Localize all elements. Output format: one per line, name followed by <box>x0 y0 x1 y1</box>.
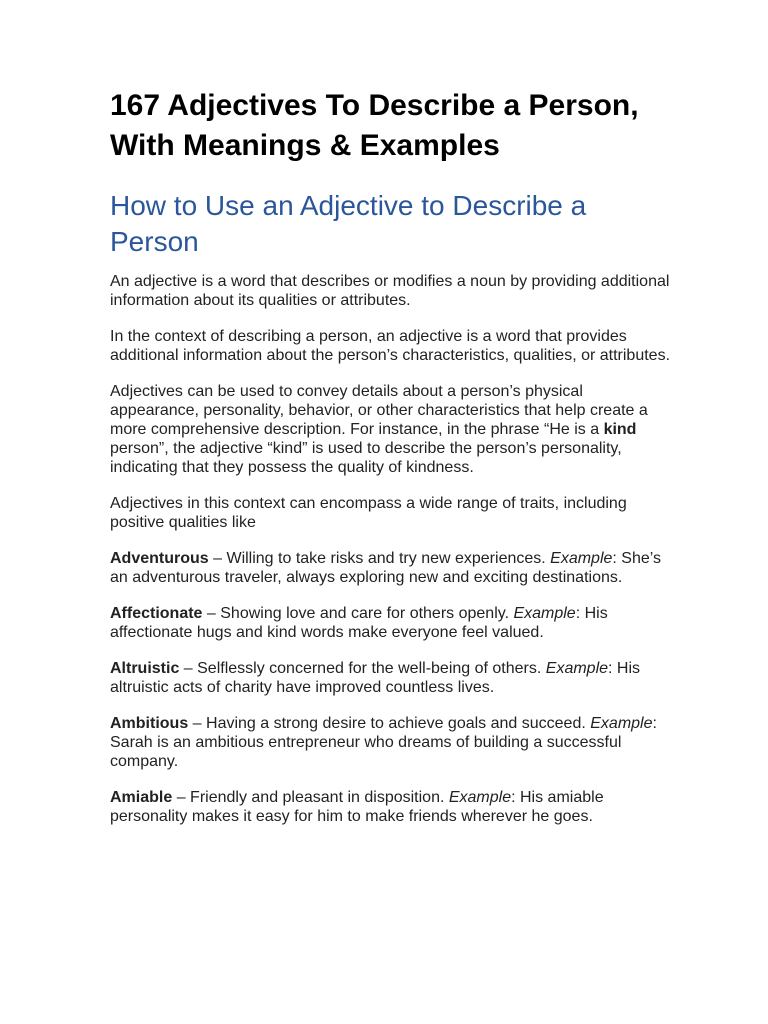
adjective-term: Ambitious <box>110 715 189 732</box>
adjective-term: Altruistic <box>110 660 180 677</box>
document-page <box>110 86 670 843</box>
adjective-example: : His altruistic acts of charity have improved countless lives. <box>110 660 641 696</box>
adjective-meaning: – Selflessly concerned for the well-being of others. <box>179 660 546 677</box>
adjective-meaning: – Willing to take risks and try new experiences. <box>208 550 551 567</box>
section-heading: How to Use an Adjective to Describe a Person <box>110 190 587 257</box>
example-label: Example <box>448 789 512 806</box>
list-item <box>110 659 670 697</box>
list-item <box>110 788 670 826</box>
paragraph-details-text-2: person”, the adjective “kind” is used to describe the person’s personality, indicating that they possess the quality of kindness. <box>110 440 622 476</box>
paragraph-context: In the context of describing a person, an adjective is a word that provides additional information about the person’s characteristics, qualities, or attributes. <box>110 328 671 364</box>
adjective-example: : She’s an adventurous traveler, always exploring new and exciting destinations. <box>110 550 662 586</box>
bold-keyword: kind <box>603 421 637 438</box>
adjective-term: Affectionate <box>110 605 203 622</box>
adjective-example: : Sarah is an ambitious entrepreneur who dreams of building a successful company. <box>110 715 657 770</box>
adjective-meaning: – Friendly and pleasant in disposition. <box>172 789 449 806</box>
adjective-term: Adventurous <box>110 550 209 567</box>
page-title: 167 Adjectives To Describe a Person, With Meanings & Examples <box>110 89 639 162</box>
adjective-meaning: – Showing love and care for others openly. <box>202 605 514 622</box>
paragraph-traits-intro: Adjectives in this context can encompass a wide range of traits, including positive qualities like <box>110 495 627 531</box>
paragraph-definition: An adjective is a word that describes or modifies a noun by providing additional information about its qualities or attributes. <box>110 273 670 309</box>
adjective-example: : His affectionate hugs and kind words make everyone feel valued. <box>110 605 608 641</box>
example-label: Example <box>545 660 609 677</box>
list-item <box>110 604 670 642</box>
example-label: Example <box>590 715 653 732</box>
adjective-example: : His amiable personality makes it easy for him to make friends wherever he goes. <box>110 789 604 825</box>
paragraph-details-text-1: Adjectives can be used to convey details about a person’s physical appearance, personality, behavior, or other characteristics that help create a more comprehensive description. For instance, in the phrase “He is a <box>110 383 648 438</box>
adjective-meaning: – Having a strong desire to achieve goals and succeed. <box>188 715 591 732</box>
list-item <box>110 549 670 587</box>
example-label: Example <box>513 605 576 622</box>
list-item <box>110 714 670 771</box>
example-label: Example <box>550 550 613 567</box>
paragraph-details <box>110 382 670 477</box>
adjective-term: Amiable <box>110 789 173 806</box>
